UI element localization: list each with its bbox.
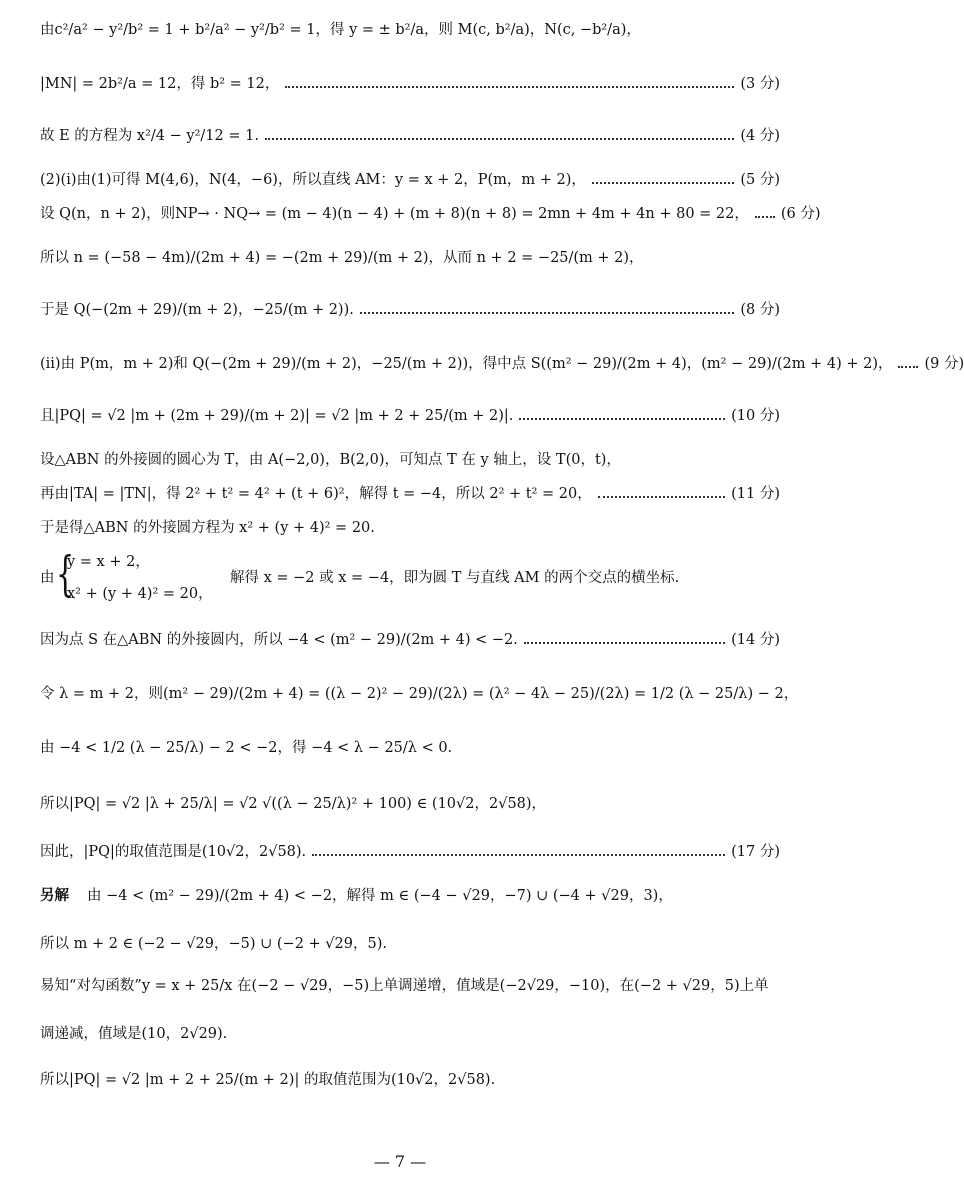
score-label: (8 分) xyxy=(740,302,780,318)
solution-line xyxy=(40,736,780,757)
line-text: 令 λ = m + 2，则(m² − 29)/(2m + 4) = ((λ − 2)² − 29)/(2λ) = (λ² − 4λ − 25)/(2λ) = 1/2 (λ − 25/λ) − 2， xyxy=(40,686,799,702)
line-text: (2)(ⅰ)由(1)可得 M(4,6)，N(4，−6)，所以直线 AM：y = x + 2，P(m，m + 2)， xyxy=(40,172,586,188)
line-text: 因为点 S 在△ABN 的外接圆内，所以 −4 < (m² − 29)/(2m + 4) < −2. xyxy=(40,632,518,648)
system-equation-1: y = x + 2， xyxy=(67,554,150,570)
solution-line xyxy=(40,202,821,223)
line-text: 所以|PQ| = √2 |λ + 25/λ| = √2 √((λ − 25/λ)² + 100) ∈ (10√2，2√58)， xyxy=(40,796,547,812)
solution-line xyxy=(40,298,780,319)
solution-line xyxy=(40,884,780,905)
solution-line xyxy=(40,628,780,649)
score-label: (14 分) xyxy=(731,632,780,648)
leader-dots xyxy=(519,418,725,420)
system-prefix: 由 xyxy=(40,570,55,586)
score-label: (3 分) xyxy=(740,76,780,92)
leader-dots xyxy=(265,138,734,140)
line-text: 所以 n = (−58 − 4m)/(2m + 4) = −(2m + 29)/(m + 2)，从而 n + 2 = −25/(m + 2)， xyxy=(40,250,644,266)
solution-line xyxy=(40,246,780,267)
leader-dots xyxy=(312,854,725,856)
line-text: 由c²/a² − y²/b² = 1 + b²/a² − y²/b² = 1，得 y = ± b²/a，则 M(c, b²/a)，N(c, −b²/a)， xyxy=(40,22,641,38)
solution-line xyxy=(40,516,780,537)
leader-dots xyxy=(598,496,725,498)
line-text: 所以|PQ| = √2 |m + 2 + 25/(m + 2)| 的取值范围为(10√2，2√58). xyxy=(40,1072,496,1088)
system-equation-2: x² + (y + 4)² = 20， xyxy=(67,586,213,602)
score-label: (17 分) xyxy=(731,844,780,860)
line-text: 再由|TA| = |TN|，得 2² + t² = 4² + (t + 6)²，解得 t = −4，所以 2² + t² = 20， xyxy=(40,486,592,502)
line-text: 且|PQ| = √2 |m + (2m + 29)/(m + 2)| = √2 |m + 2 + 25/(m + 2)|. xyxy=(40,408,514,424)
solution-line xyxy=(40,792,780,813)
line-text: 由 −4 < 1/2 (λ − 25/λ) − 2 < −2，得 −4 < λ − 25/λ < 0. xyxy=(40,740,453,756)
leader-dots xyxy=(285,86,734,88)
solution-line xyxy=(40,352,964,373)
solution-line xyxy=(40,974,780,995)
line-text: 于是得△ABN 的外接圆方程为 x² + (y + 4)² = 20. xyxy=(40,520,375,536)
page-number: — 7 — xyxy=(373,1152,427,1171)
alternative-solution-heading: 另解 xyxy=(40,888,69,904)
score-label: (10 分) xyxy=(731,408,780,424)
score-label: (6 分) xyxy=(780,206,821,222)
leader-dots xyxy=(592,182,734,184)
solution-line xyxy=(40,1068,780,1089)
solution-line xyxy=(40,840,780,861)
leader-dots xyxy=(898,366,918,368)
solution-line xyxy=(40,18,780,39)
line-text: |MN| = 2b²/a = 12，得 b² = 12， xyxy=(40,76,280,92)
solution-line xyxy=(40,168,780,189)
line-text: 所以 m + 2 ∈ (−2 − √29，−5) ∪ (−2 + √29，5). xyxy=(40,936,387,952)
line-text: 设 Q(n，n + 2)，则NP→ · NQ→ = (m − 4)(n − 4) + (m + 8)(n + 8) = 2mn + 4m + 4n + 80 = 22， xyxy=(40,206,749,222)
solution-line xyxy=(40,72,780,93)
line-text: 于是 Q(−(2m + 29)/(m + 2)，−25/(m + 2)). xyxy=(40,302,354,318)
leader-dots xyxy=(524,642,725,644)
system-conclusion: 解得 x = −2 或 x = −4，即为圆 T 与直线 AM 的两个交点的横坐标. xyxy=(230,570,680,586)
line-text: 易知“对勾函数”y = x + 25/x 在(−2 − √29，−5)上单调递增，值域是(−2√29，−10)，在(−2 + √29，5)上单 xyxy=(40,978,769,994)
score-label: (5 分) xyxy=(740,172,780,188)
solution-line xyxy=(40,404,780,425)
line-text: 故 E 的方程为 x²/4 − y²/12 = 1. xyxy=(40,128,259,144)
solution-line xyxy=(40,482,780,503)
line-text: 因此，|PQ|的取值范围是(10√2，2√58). xyxy=(40,844,307,860)
solution-line xyxy=(40,124,780,145)
solution-line xyxy=(40,448,780,469)
line-text: 调递减，值域是(10，2√29). xyxy=(40,1026,228,1042)
score-label: (11 分) xyxy=(731,486,780,502)
solution-line xyxy=(40,932,780,953)
line-text: (ⅱ)由 P(m，m + 2)和 Q(−(2m + 29)/(m + 2)，−25/(m + 2))，得中点 S((m² − 29)/(2m + 4)，(m² − 29)/(2m + 4) + 2)， xyxy=(40,356,893,372)
leader-dots xyxy=(360,312,734,314)
equation-system xyxy=(40,548,780,604)
line-text: 由 −4 < (m² − 29)/(2m + 4) < −2，解得 m ∈ (−4 − √29，−7) ∪ (−4 + √29，3)， xyxy=(87,888,673,904)
score-label: (9 分) xyxy=(924,356,964,372)
line-text: 设△ABN 的外接圆的圆心为 T，由 A(−2,0)，B(2,0)，可知点 T 在 y 轴上，设 T(0，t)， xyxy=(40,452,621,468)
solution-line xyxy=(40,1022,780,1043)
left-brace-icon: { xyxy=(56,546,75,602)
score-label: (4 分) xyxy=(740,128,780,144)
solution-line xyxy=(40,682,799,703)
leader-dots xyxy=(755,216,775,218)
